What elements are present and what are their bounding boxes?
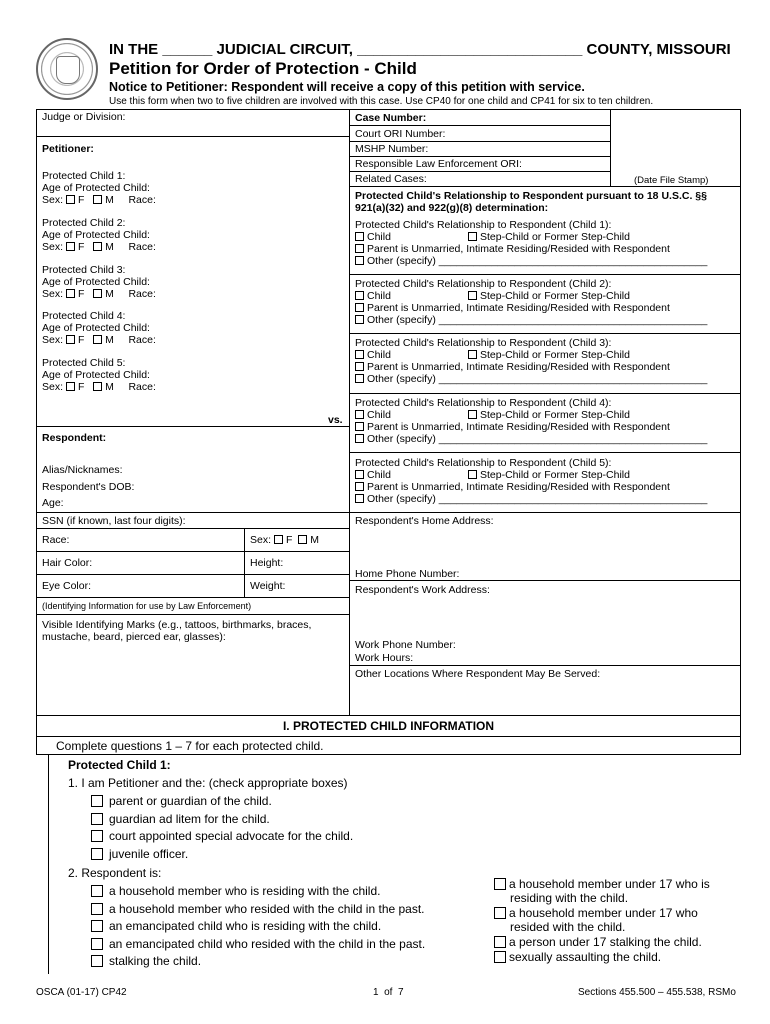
- work-phone-label: Work Phone Number:: [355, 639, 456, 651]
- home-phone-label: Home Phone Number:: [355, 568, 460, 580]
- sex-m-checkbox[interactable]: [93, 382, 102, 391]
- m-label: M: [105, 381, 114, 393]
- stepchild-checkbox[interactable]: [468, 232, 477, 241]
- q1-checkbox[interactable]: [91, 830, 103, 842]
- child-checkbox[interactable]: [355, 350, 364, 359]
- other-option: Other (specify) ______________________________________________: [367, 373, 708, 385]
- q2-checkbox[interactable]: [494, 878, 506, 890]
- child-name-label: Protected Child 2:: [42, 217, 126, 229]
- child-block: [42, 310, 156, 346]
- q2-checkbox[interactable]: [91, 903, 103, 915]
- parent-option: Parent is Unmarried, Intimate Residing/Resided with Respondent: [367, 481, 670, 493]
- stepchild-option: Step-Child or Former Step-Child: [480, 349, 630, 361]
- race-label: Race:: [128, 334, 156, 346]
- q2-checkbox[interactable]: [91, 938, 103, 950]
- q2-right-options: [494, 877, 734, 964]
- hair-label: Hair Color:: [42, 557, 93, 569]
- page-title: Petition for Order of Protection - Child: [109, 59, 417, 78]
- parent-option: Parent is Unmarried, Intimate Residing/Resided with Respondent: [367, 421, 670, 433]
- section-instruction: Complete questions 1 – 7 for each protected child.: [56, 739, 324, 753]
- child-checkbox[interactable]: [355, 410, 364, 419]
- child-checkbox[interactable]: [355, 291, 364, 300]
- sex-f-checkbox[interactable]: [66, 242, 75, 251]
- relationship-title: Protected Child's Relationship to Respondent (Child 2):: [355, 278, 612, 290]
- sex-f-checkbox[interactable]: [66, 335, 75, 344]
- sex-f-checkbox[interactable]: [274, 535, 283, 544]
- q2-checkbox[interactable]: [494, 951, 506, 963]
- parent-checkbox[interactable]: [355, 362, 364, 371]
- dob-label: Respondent's DOB:: [42, 481, 135, 493]
- child-block: [42, 170, 156, 206]
- statute-reference: Sections 455.500 – 455.538, RSMo: [578, 987, 736, 998]
- other-checkbox[interactable]: [355, 494, 364, 503]
- age-label: Age:: [42, 497, 64, 509]
- relationship-title: Protected Child's Relationship to Respondent (Child 1):: [355, 219, 612, 231]
- sex-m-checkbox[interactable]: [93, 195, 102, 204]
- q1-options: [91, 793, 353, 863]
- sex-m-checkbox[interactable]: [93, 335, 102, 344]
- q2-option-label: an emancipated child who resided with the child in the past.: [109, 936, 426, 951]
- respondent-sex: [250, 534, 319, 546]
- m-label: M: [105, 334, 114, 346]
- work-address-label: Respondent's Work Address:: [355, 584, 490, 596]
- q1-option-label: guardian ad litem for the child.: [109, 811, 270, 826]
- q1-checkbox[interactable]: [91, 813, 103, 825]
- race-label: Race:: [128, 241, 156, 253]
- home-address-label: Respondent's Home Address:: [355, 515, 494, 527]
- q1-checkbox[interactable]: [91, 848, 103, 860]
- race-label: Race:: [128, 288, 156, 300]
- other-checkbox[interactable]: [355, 374, 364, 383]
- parent-checkbox[interactable]: [355, 303, 364, 312]
- relationship-heading: Protected Child's Relationship to Respondent pursuant to 18 U.S.C. §§ 921(a)(32) and 922(g)(8) determination:: [355, 190, 707, 214]
- q2-option-label: sexually assaulting the child.: [509, 950, 662, 964]
- q2-option-label: a household member under 17 who is residing with the child.: [509, 877, 710, 905]
- vs-label: vs.: [328, 414, 343, 426]
- parent-option: Parent is Unmarried, Intimate Residing/Resided with Respondent: [367, 243, 670, 255]
- race-label: Race:: [128, 194, 156, 206]
- q2-left-options: [91, 883, 425, 971]
- sex-f-checkbox[interactable]: [66, 195, 75, 204]
- alias-label: Alias/Nicknames:: [42, 464, 123, 476]
- child-name-label: Protected Child 1:: [42, 170, 126, 182]
- child-checkbox[interactable]: [355, 470, 364, 479]
- child-block: [42, 357, 156, 393]
- height-label: Height:: [250, 557, 284, 569]
- parent-option: Parent is Unmarried, Intimate Residing/Resided with Respondent: [367, 302, 670, 314]
- stepchild-checkbox[interactable]: [468, 470, 477, 479]
- q2-checkbox[interactable]: [91, 885, 103, 897]
- relationship-title: Protected Child's Relationship to Respondent (Child 3):: [355, 337, 612, 349]
- question-2: 2. Respondent is:: [68, 866, 162, 880]
- child-option: Child: [367, 231, 391, 243]
- child-name-label: Protected Child 3:: [42, 264, 126, 276]
- sex-f-checkbox[interactable]: [66, 289, 75, 298]
- other-checkbox[interactable]: [355, 434, 364, 443]
- judge-division-label: Judge or Division:: [42, 111, 126, 123]
- f-label: F: [77, 381, 85, 393]
- m-label: M: [105, 241, 114, 253]
- other-option: Other (specify) ______________________________________________: [367, 493, 708, 505]
- m-label: M: [105, 194, 114, 206]
- sex-m-checkbox[interactable]: [93, 289, 102, 298]
- mshp-label: MSHP Number:: [355, 143, 429, 155]
- parent-checkbox[interactable]: [355, 244, 364, 253]
- relationship-title: Protected Child's Relationship to Respondent (Child 4):: [355, 397, 612, 409]
- parent-checkbox[interactable]: [355, 422, 364, 431]
- other-locations-label: Other Locations Where Respondent May Be Served:: [355, 668, 601, 680]
- q1-option-label: parent or guardian of the child.: [109, 794, 272, 808]
- q2-option-label: a household member who is residing with the child.: [109, 884, 381, 898]
- instructions-text: Use this form when two to five children are involved with this case. Use CP40 for one child and CP41 for six to ten children.: [109, 96, 654, 107]
- weight-label: Weight:: [250, 580, 286, 592]
- sex-m-checkbox[interactable]: [93, 242, 102, 251]
- f-label: F: [77, 334, 85, 346]
- relationship-block: [355, 278, 735, 326]
- child-option: Child: [367, 349, 391, 361]
- sex-label: Sex:: [42, 288, 64, 300]
- child-age-label: Age of Protected Child:: [42, 369, 150, 381]
- other-checkbox[interactable]: [355, 315, 364, 324]
- q1-option-label: juvenile officer.: [109, 846, 189, 861]
- stepchild-option: Step-Child or Former Step-Child: [480, 469, 630, 481]
- child-age-label: Age of Protected Child:: [42, 229, 150, 241]
- sex-f-checkbox[interactable]: [66, 382, 75, 391]
- respondent-label: Respondent:: [42, 432, 107, 444]
- q2-option-label: a household member who resided with the child in the past.: [109, 901, 425, 916]
- ssn-label: SSN (if known, last four digits):: [42, 515, 186, 527]
- stepchild-checkbox[interactable]: [468, 291, 477, 300]
- sex-label: Sex:: [250, 534, 272, 546]
- notice-text: Notice to Petitioner: Respondent will receive a copy of this petition with service.: [109, 80, 585, 94]
- q2-option-label: a person under 17 stalking the child.: [509, 935, 702, 949]
- case-number-label: Case Number:: [355, 112, 427, 124]
- related-cases-label: Related Cases:: [355, 173, 427, 185]
- section-heading: I. PROTECTED CHILD INFORMATION: [282, 719, 495, 733]
- page-number: 1 of 7: [373, 987, 404, 998]
- stepchild-checkbox[interactable]: [468, 410, 477, 419]
- stepchild-option: Step-Child or Former Step-Child: [480, 231, 630, 243]
- other-checkbox[interactable]: [355, 256, 364, 265]
- f-label: F: [285, 534, 293, 546]
- form-id: OSCA (01-17) CP42: [36, 987, 127, 998]
- f-label: F: [77, 288, 85, 300]
- child-age-label: Age of Protected Child:: [42, 182, 150, 194]
- sex-label: Sex:: [42, 194, 64, 206]
- work-hours-label: Work Hours:: [355, 652, 414, 664]
- sex-m-checkbox[interactable]: [298, 535, 307, 544]
- f-label: F: [77, 241, 85, 253]
- petitioner-label: Petitioner:: [42, 143, 94, 155]
- missouri-seal-logo: [36, 38, 98, 100]
- eye-label: Eye Color:: [42, 580, 92, 592]
- child-option: Child: [367, 409, 391, 421]
- relationship-title: Protected Child's Relationship to Respondent (Child 5):: [355, 457, 612, 469]
- q2-checkbox[interactable]: [494, 907, 506, 919]
- race-label: Race:: [128, 381, 156, 393]
- child-age-label: Age of Protected Child:: [42, 322, 150, 334]
- child-1-label: Protected Child 1:: [68, 758, 171, 772]
- q1-option-label: court appointed special advocate for the child.: [109, 829, 354, 843]
- child-name-label: Protected Child 4:: [42, 310, 126, 322]
- child-checkbox[interactable]: [355, 232, 364, 241]
- child-age-label: Age of Protected Child:: [42, 276, 150, 288]
- parent-checkbox[interactable]: [355, 482, 364, 491]
- stepchild-option: Step-Child or Former Step-Child: [480, 409, 630, 421]
- relationship-block: [355, 337, 735, 385]
- other-option: Other (specify) ______________________________________________: [367, 314, 708, 326]
- sex-label: Sex:: [42, 241, 64, 253]
- relationship-block: [355, 397, 735, 445]
- stepchild-checkbox[interactable]: [468, 350, 477, 359]
- question-1: 1. I am Petitioner and the: (check appropriate boxes): [68, 776, 348, 790]
- parent-option: Parent is Unmarried, Intimate Residing/Resided with Respondent: [367, 361, 670, 373]
- race-label: Race:: [42, 534, 70, 546]
- q2-option-label: stalking the child.: [109, 954, 202, 968]
- q2-checkbox[interactable]: [91, 955, 103, 967]
- other-option: Other (specify) ______________________________________________: [367, 255, 708, 267]
- identifying-note: (Identifying Information for use by Law Enforcement): [42, 601, 252, 611]
- stepchild-option: Step-Child or Former Step-Child: [480, 290, 630, 302]
- relationship-block: [355, 457, 735, 505]
- date-stamp-label: (Date File Stamp): [634, 175, 709, 186]
- q1-checkbox[interactable]: [91, 795, 103, 807]
- relationship-block: [355, 219, 735, 267]
- sex-label: Sex:: [42, 381, 64, 393]
- q2-checkbox[interactable]: [494, 936, 506, 948]
- visible-marks-label: Visible Identifying Marks (e.g., tattoos, birthmarks, braces, mustache, beard, pierced ear, glasses):: [42, 619, 312, 643]
- child-name-label: Protected Child 5:: [42, 357, 126, 369]
- q2-checkbox[interactable]: [91, 920, 103, 932]
- other-option: Other (specify) ______________________________________________: [367, 433, 708, 445]
- f-label: F: [77, 194, 85, 206]
- sex-label: Sex:: [42, 334, 64, 346]
- child-option: Child: [367, 469, 391, 481]
- court-ori-label: Court ORI Number:: [355, 128, 446, 140]
- child-option: Child: [367, 290, 391, 302]
- child-block: [42, 264, 156, 300]
- m-label: M: [105, 288, 114, 300]
- law-ori-label: Responsible Law Enforcement ORI:: [355, 158, 522, 170]
- q2-option-label: an emancipated child who is residing with the child.: [109, 919, 382, 933]
- child-block: [42, 217, 156, 253]
- m-label: M: [310, 534, 319, 546]
- q2-option-label: a household member under 17 who resided with the child.: [509, 906, 698, 934]
- court-header: IN THE ______ JUDICIAL CIRCUIT, ___________________________ COUNTY, MISSOURI: [109, 41, 731, 58]
